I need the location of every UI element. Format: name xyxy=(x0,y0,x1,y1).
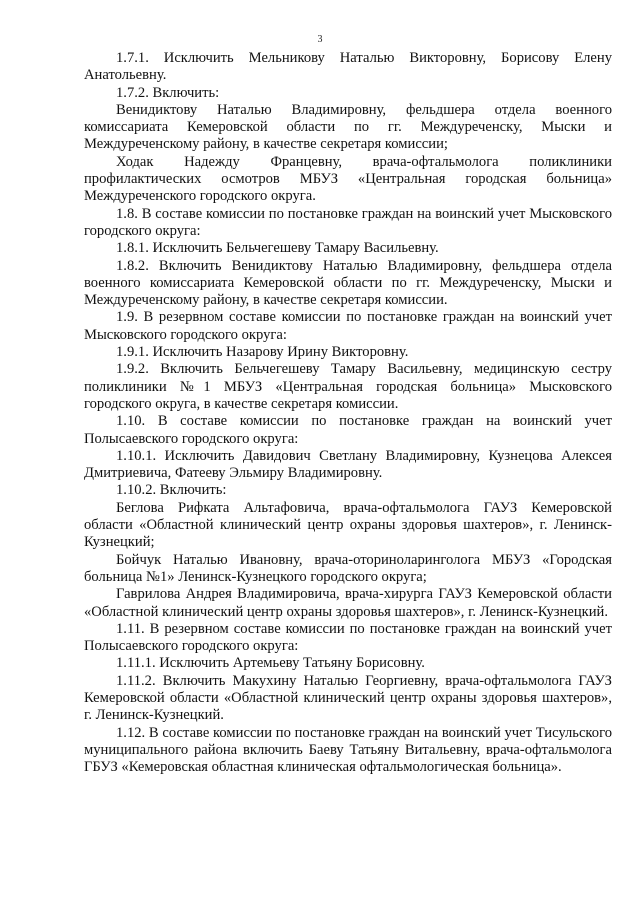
paragraph: 1.10.2. Включить: xyxy=(116,482,227,499)
paragraph: Венидиктову Наталью Владимировну, фельдшера отдела военного комиссариата Кемеровской области по гг. Междуреченску, Мыски и Междуреченскому району, в качестве секретаря комиссии; xyxy=(84,101,612,153)
paragraph: 1.9.2. Включить Бельчегешеву Тамару Васильевну, медицинскую сестру поликлиники №1 МБУЗ «Центральная городская больница» Мысковского городского округа, в качестве секретаря комиссии. xyxy=(84,361,612,412)
paragraph: 1.9. В резервном составе комиссии по постановке граждан на воинский учет Мысковского городского округа: xyxy=(84,309,612,343)
document-body xyxy=(84,50,612,776)
paragraph: 1.9.1. Исключить Назарову Ирину Викторовну. xyxy=(116,344,409,361)
page-number: 3 xyxy=(317,34,323,45)
paragraph: 1.12. В составе комиссии по постановке граждан на воинский учет Тисульского муниципального района включить Баеву Татьяну Витальевну, врача-офтальмолога ГБУЗ «Кемеровская областная клиническая офтальмологическая больница». xyxy=(84,724,612,776)
paragraph: 1.10. В составе комиссии по постановке граждан на воинский учет Полысаевского городского округа: xyxy=(84,413,612,447)
paragraph: 1.11.2. Включить Макухину Наталью Георгиевну, врача-офтальмолога ГАУЗ Кемеровской области «Областной клинический центр охраны здоровья шахтеров», г. Ленинск-Кузнецкий. xyxy=(84,672,612,724)
paragraph: Гаврилова Андрея Владимировича, врача-хирурга ГАУЗ Кемеровской области «Областной клинический центр охраны здоровья шахтеров», г. Ленинск-Кузнецкий. xyxy=(84,586,612,620)
paragraph: 1.10.1. Исключить Давидович Светлану Владимировну, Кузнецова Алексея Дмитриевича, Фатееву Эльмиру Владимировну. xyxy=(84,447,612,482)
paragraph: 1.7.1. Исключить Мельникову Наталью Викторовну, Борисову Елену Анатольевну. xyxy=(84,50,612,84)
paragraph: Беглова Рифката Альтафовича, врача-офтальмолога ГАУЗ Кемеровской области «Областной клинический центр охраны здоровья шахтеров», г. Ленинск-Кузнецкий; xyxy=(84,499,612,551)
paragraph: 1.11. В резервном составе комиссии по постановке граждан на воинский учет Полысаевского городского округа: xyxy=(84,620,612,655)
paragraph: 1.8. В составе комиссии по постановке граждан на воинский учет Мысковского городского округа: xyxy=(84,205,612,239)
paragraph: 1.7.2. Включить: xyxy=(116,84,220,101)
paragraph: 1.8.2. Включить Венидиктову Наталью Владимировну, фельдшера отдела военного комиссариата Кемеровской области по гг. Междуреченску, Мыски и Междуреченскому району, в качестве секретаря комиссии. xyxy=(84,257,612,309)
paragraph: Бойчук Наталью Ивановну, врача-оториноларинголога МБУЗ «Городская больница №1» Ленинск-Кузнецкого городского округа; xyxy=(84,551,612,585)
paragraph: Ходак Надежду Францевну, врача-офтальмолога поликлиники профилактических осмотров МБУЗ «Центральная городская больница» Междуреченского городского округа. xyxy=(84,153,612,205)
paragraph: 1.8.1. Исключить Бельчегешеву Тамару Васильевну. xyxy=(116,240,439,257)
paragraph: 1.11.1. Исключить Артемьеву Татьяну Борисовну. xyxy=(116,655,425,672)
